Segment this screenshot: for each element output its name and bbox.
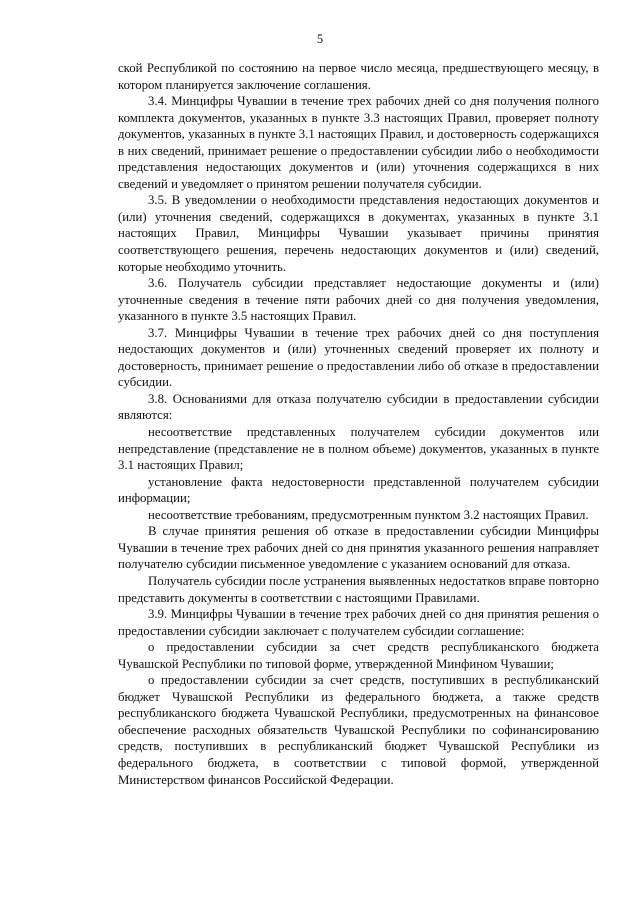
paragraph-3-6: 3.6. Получатель субсидии представляет недостающие документы и (или) уточненные сведения в течение пяти рабочих дней со дня получения уведомления, указанного в пункте 3.5 настоящих Правил. (118, 276, 599, 324)
paragraph-3-9: 3.9. Минцифры Чувашии в течение трех рабочих дней со дня принятия решения о предоставлении субсидии заключает с получателем субсидии соглашение: (118, 607, 599, 638)
paragraph-3-5: 3.5. В уведомлении о необходимости представления недостающих документов и (или) уточнения сведений, содержащихся в документах, указанных в пункте 3.1 настоящих Правил, Минцифры Чувашии указывает причины принятия соответствующего решения, перечень недостающих документов и (или) сведений, которые необходимо уточнить. (118, 193, 599, 274)
agreement-type-2: о предоставлении субсидии за счет средств, поступивших в республиканский бюджет Чувашской Республики из федерального бюджета, а также средств республиканского бюджета Чувашской Республики, предусмотренных на финансовое обеспечение расходных обязательств Чувашской Республики по софинансированию средств, поступивших в республиканский бюджет Чувашской Республики из федерального бюджета, в соответствии с типовой формой, утвержденной Министерством финансов Российской Федерации. (118, 673, 599, 787)
paragraph-3-4: 3.4. Минцифры Чувашии в течение трех рабочих дней со дня получения полного комплекта документов, указанных в пункте 3.3 настоящих Правил, проверяет полноту документов, указанных в пункте 3.1 настоящих Правил, и достоверность содержащихся в них сведений, принимает решение о предоставлении субсидии либо о необходимости представления недостающих документов и (или) уточнения содержащихся в них сведений и уведомляет о принятом решении получателя субсидии. (118, 94, 599, 191)
document-body (118, 60, 599, 788)
agreement-type-1: о предоставлении субсидии за счет средств республиканского бюджета Чувашской Республики по типовой форме, утвержденной Минфином Чувашии; (118, 640, 599, 671)
paragraph-3-8: 3.8. Основаниями для отказа получателю субсидии в предоставлении субсидии являются: (118, 391, 599, 423)
refusal-ground-1: несоответствие представленных получателем субсидии документов или непредставление (представление не в полном объеме) документов, указанных в пункте 3.1 настоящих Правил; (118, 425, 599, 473)
paragraph-refusal-notice: В случае принятия решения об отказе в предоставлении субсидии Минцифры Чувашии в течение трех рабочих дней со дня принятия указанного решения направляет получателю субсидии письменное уведомление с указанием оснований для отказа. (118, 524, 599, 572)
paragraph-3-7: 3.7. Минцифры Чувашии в течение трех рабочих дней со дня поступления недостающих документов и (или) уточненных сведений проверяет их полноту и достоверность, принимает решение о предоставлении либо об отказе в предоставлении субсидии. (118, 325, 599, 390)
paragraph-continuation: ской Республикой по состоянию на первое число месяца, предшествующего месяцу, в котором планируется заключение соглашения. (118, 61, 599, 92)
paragraph-resubmission: Получатель субсидии после устранения выявленных недостатков вправе повторно представить документы в соответствии с настоящими Правилами. (118, 573, 599, 605)
page-number: 5 (316, 32, 324, 46)
refusal-ground-2: установление факта недостоверности представленной получателем субсидии информации; (118, 474, 599, 506)
refusal-ground-3: несоответствие требованиям, предусмотренным пунктом 3.2 настоящих Правил. (148, 507, 589, 522)
